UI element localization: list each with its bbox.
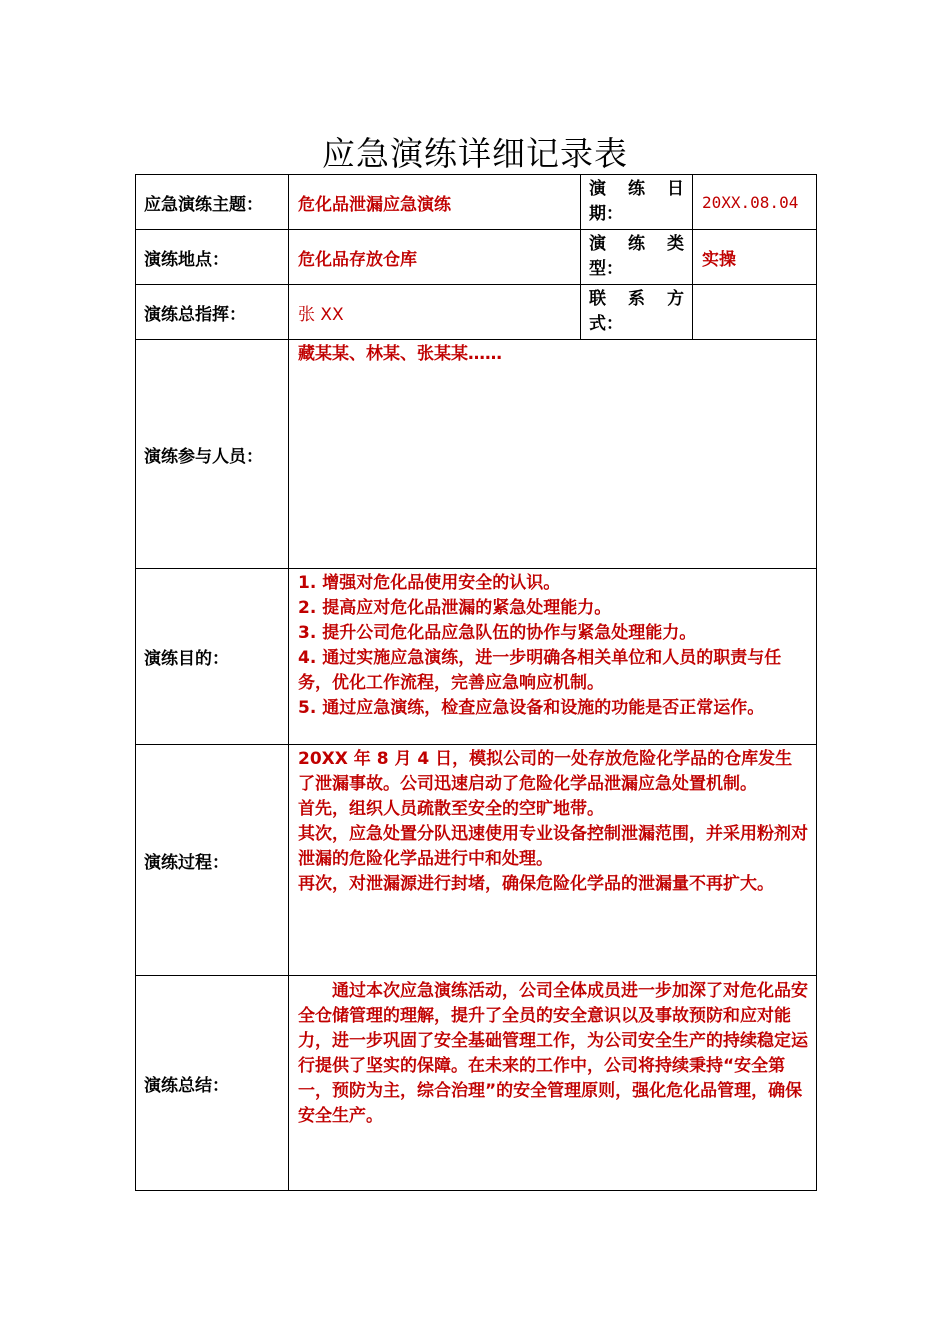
date-label-line1: 演 练 日 [589,179,684,199]
contact-label-line1: 联 系 方 [589,289,684,309]
type-label [581,230,693,285]
page-title: 应急演练详细记录表 [322,134,628,173]
type-value: 实操 [693,230,817,285]
purpose-item: 4. 通过实施应急演练，进一步明确各相关单位和人员的职责与任务，优化工作流程，完善应急响应机制。 [298,648,782,693]
participants-label: 演练参与人员： [136,340,289,569]
date-value: 20XX.08.04 [693,175,817,230]
record-table [135,174,817,1191]
purpose-item: 5. 通过应急演练，检查应急设备和设施的功能是否正常运作。 [298,698,765,718]
row-summary [136,976,817,1191]
row-participants [136,340,817,569]
process-label: 演练过程： [136,745,289,976]
summary-label: 演练总结： [136,976,289,1191]
purpose-label: 演练目的： [136,569,289,745]
row-theme [136,175,817,230]
commander-label: 演练总指挥： [136,285,289,340]
summary-text [289,976,817,1191]
row-commander [136,285,817,340]
process-paragraph: 20XX 年 8 月 4 日，模拟公司的一处存放危险化学品的仓库发生了泄漏事故。公司迅速启动了危险化学品泄漏应急处置机制。 [298,749,793,794]
type-label-line2: 型： [589,259,623,279]
participants-value [289,340,817,569]
date-label-line2: 期： [589,204,623,224]
process-paragraph: 再次，对泄漏源进行封堵，确保危险化学品的泄漏量不再扩大。 [298,874,774,894]
theme-label: 应急演练主题： [136,175,289,230]
contact-label [581,285,693,340]
contact-value [693,285,817,340]
process-text [289,745,817,976]
process-paragraph: 其次，应急处置分队迅速使用专业设备控制泄漏范围，并采用粉剂对泄漏的危险化学品进行中和处理。 [298,824,808,869]
location-value: 危化品存放仓库 [289,230,581,285]
date-label [581,175,693,230]
location-label: 演练地点： [136,230,289,285]
purpose-item: 2. 提高应对危化品泄漏的紧急处理能力。 [298,598,612,618]
purpose-item: 3. 提升公司危化品应急队伍的协作与紧急处理能力。 [298,623,697,643]
row-purpose [136,569,817,745]
theme-value: 危化品泄漏应急演练 [289,175,581,230]
purpose-item: 1. 增强对危化品使用安全的认识。 [298,573,561,593]
summary-paragraph: 通过本次应急演练活动，公司全体成员进一步加深了对危化品安全仓储管理的理解，提升了全员的安全意识以及事故预防和应对能力，进一步巩固了安全基础管理工作，为公司安全生产的持续稳定运行提供了坚实的保障。在未来的工作中，公司将持续秉持“安全第一，预防为主，综合治理”的安全管理原则，强化危化品管理，确保安全生产。 [298,981,808,1126]
participants-text: 藏某某、林某、张某某…… [298,344,502,364]
row-location [136,230,817,285]
type-label-line1: 演 练 类 [589,234,684,254]
purpose-list [289,569,817,745]
process-paragraph: 首先，组织人员疏散至安全的空旷地带。 [298,799,604,819]
commander-value: 张 XX [289,285,581,340]
contact-label-line2: 式： [589,314,623,334]
row-process [136,745,817,976]
